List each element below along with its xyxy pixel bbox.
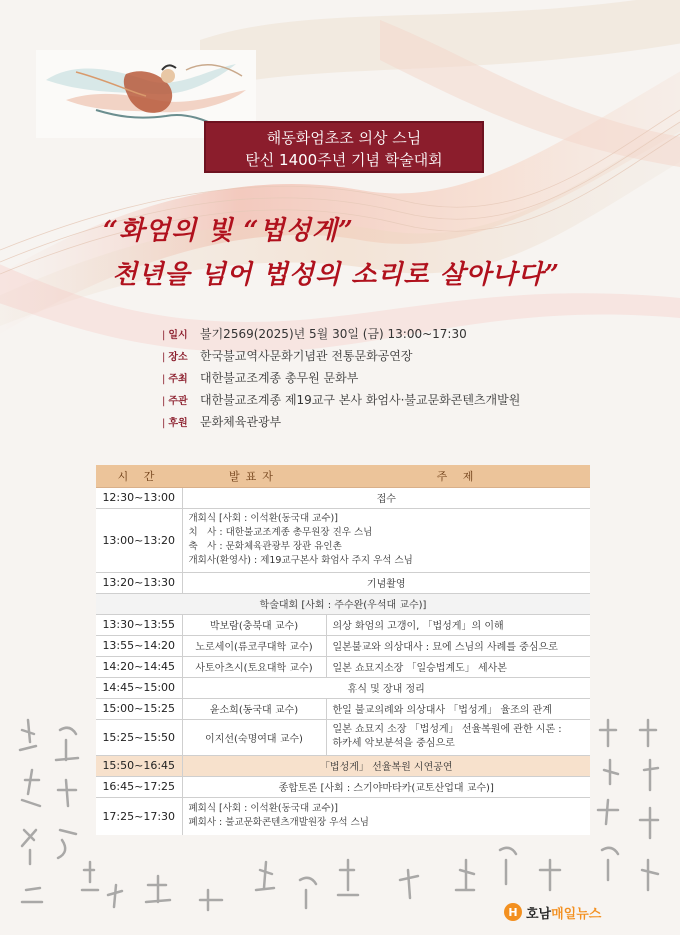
info-row-venue: | 장소 한국불교역사문화기념관 전통문화공연장 (162, 348, 413, 363)
row-text: 접수 (182, 487, 590, 508)
header-topic: 주 제 (326, 465, 590, 487)
closing-line: 폐회식 [사회 : 이석환(동국대 교수)] (188, 803, 338, 815)
table-row (96, 508, 590, 572)
row-topic: 의상 화엄의 고갱이, 「법성게」의 이해 (326, 614, 590, 635)
topic-line: 일본 쇼묘지 소장 「법성게」 선율복원에 관한 시론 : (332, 724, 562, 735)
table-row (96, 698, 590, 719)
row-time: 15:25~15:50 (96, 719, 182, 755)
table-row (96, 797, 590, 835)
info-label-date: 일시 (168, 329, 188, 341)
info-label-venue: 장소 (168, 351, 188, 363)
row-topic: 일본불교와 의상대사 : 묘에 스님의 사례를 중심으로 (326, 635, 590, 656)
row-time: 13:55~14:20 (96, 635, 182, 656)
event-info (162, 322, 582, 432)
table-row (96, 487, 590, 508)
row-time: 13:00~13:20 (96, 508, 182, 572)
table-row (96, 677, 590, 698)
row-topic: 한일 불교의례와 의상대사 「법성게」 율조의 관계 (326, 698, 590, 719)
info-row-organizer: | 주관 대한불교조계종 제19교구 본사 화엄사·불교문화콘텐츠개발원 (162, 392, 521, 407)
news-logo (504, 901, 636, 923)
row-text: 기념촬영 (182, 572, 590, 593)
header-time: 시 간 (96, 465, 182, 487)
row-time: 14:20~14:45 (96, 656, 182, 677)
row-time: 12:30~13:00 (96, 487, 182, 508)
row-text: 「법성게」 선율복원 시연공연 (182, 755, 590, 776)
info-label-host: 주최 (168, 373, 188, 385)
logo-text-part1: 호남 (526, 906, 552, 922)
slogan-line-1: “화엄의 빛 “법성게” (103, 216, 354, 246)
row-opening-details (182, 508, 590, 572)
banner-line-2: 탄신 1400주년 기념 학술대회 (245, 151, 443, 169)
table-row (96, 719, 590, 755)
table-row (96, 593, 590, 614)
logo-mark-icon: H (504, 903, 522, 921)
table-row-highlight (96, 755, 590, 776)
conference-section-title: 학술대회 [사회 : 주수완(우석대 교수)] (96, 593, 590, 614)
row-topic: 일본 쇼묘지소장 「일승법계도」 세사본 (326, 656, 590, 677)
closing-line: 폐회사 : 불교문화콘텐츠개발원장 우석 스님 (188, 817, 369, 829)
row-topic (326, 719, 590, 755)
logo-text-part2: 매일뉴스 (551, 906, 602, 922)
row-time: 15:50~16:45 (96, 755, 182, 776)
info-value-date: 불기2569(2025)년 5월 30일 (금) 13:00~17:30 (200, 326, 467, 341)
info-value-sponsor: 문화체육관광부 (200, 414, 282, 429)
table-row (96, 656, 590, 677)
row-text: 종합토론 [사회 : 스기야마타카(교토산업대 교수)] (182, 776, 590, 797)
table-row (96, 614, 590, 635)
info-label-organizer: 주관 (168, 395, 188, 407)
table-row (96, 635, 590, 656)
table-row (96, 572, 590, 593)
info-label-sponsor: 후원 (168, 417, 188, 429)
header-presenter: 발표자 (182, 465, 326, 487)
info-value-host: 대한불교조계종 총무원 문화부 (200, 370, 359, 385)
opening-line: 개회사(환영사) : 제19교구본사 화엄사 주지 우석 스님 (188, 555, 413, 566)
info-value-organizer: 대한불교조계종 제19교구 본사 화엄사·불교문화콘텐츠개발원 (200, 392, 521, 407)
row-text: 휴식 및 장내 정리 (182, 677, 590, 698)
opening-line: 치 사 : 대한불교조계종 총무원장 진우 스님 (188, 527, 373, 538)
row-time: 13:20~13:30 (96, 572, 182, 593)
info-value-venue: 한국불교역사문화기념관 전통문화공연장 (200, 348, 413, 363)
row-presenter: 윤소희(동국대 교수) (182, 698, 326, 719)
schedule-header-row (96, 465, 590, 487)
row-time: 14:45~15:00 (96, 677, 182, 698)
row-time: 17:25~17:30 (96, 797, 182, 835)
row-time: 13:30~13:55 (96, 614, 182, 635)
slogan-line-2: 천년을 넘어 법성의 소리로 살아나다” (112, 260, 560, 290)
row-presenter: 박보람(충북대 교수) (182, 614, 326, 635)
row-closing-details (182, 797, 590, 835)
opening-line: 축 사 : 문화체육관광부 장관 유인촌 (188, 541, 342, 552)
info-row-host: | 주최 대한불교조계종 총무원 문화부 (162, 370, 359, 385)
topic-line: 하카세 악보분석을 중심으로 (332, 738, 455, 749)
row-presenter: 이지선(숙명여대 교수) (182, 719, 326, 755)
row-time: 16:45~17:25 (96, 776, 182, 797)
table-row (96, 776, 590, 797)
info-row-sponsor: | 후원 문화체육관광부 (162, 414, 282, 429)
info-row-date: | 일시 불기2569(2025)년 5월 30일 (금) 13:00~17:30 (162, 326, 467, 341)
title-banner (204, 121, 484, 173)
row-presenter: 사토아츠시(토요대학 교수) (182, 656, 326, 677)
row-presenter: 노로세이(류코쿠대학 교수) (182, 635, 326, 656)
banner-line-1: 해동화엄초조 의상 스님 (266, 129, 422, 147)
schedule-table (96, 465, 590, 835)
opening-line: 개회식 [사회 : 이석환(동국대 교수)] (188, 513, 338, 524)
row-time: 15:00~15:25 (96, 698, 182, 719)
